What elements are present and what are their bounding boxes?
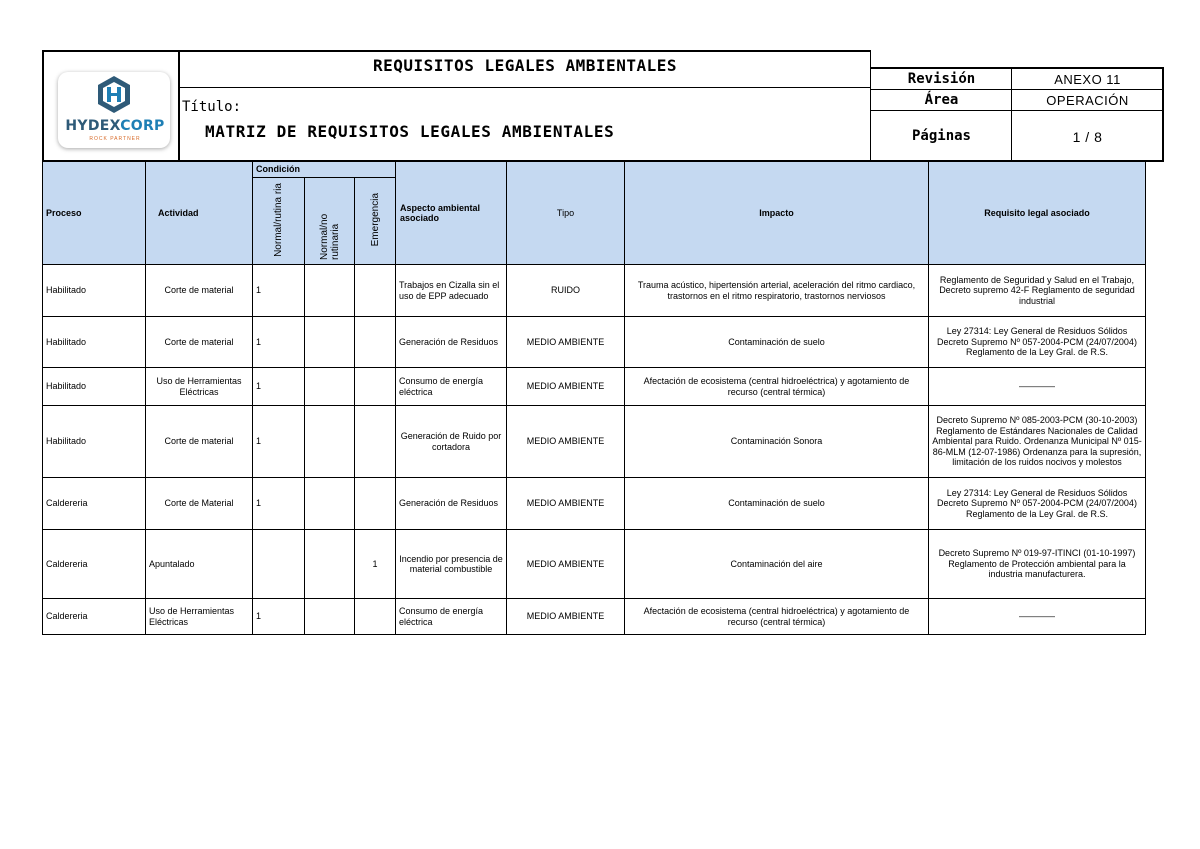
table-row (43, 265, 1146, 317)
cell-requisito: Decreto Supremo Nº 019-97-ITINCI (01-10-1997) Reglamento de Protección ambiental para la industria manufacturera. (929, 530, 1146, 599)
table-row (43, 530, 1146, 599)
titulo-label: Título: (182, 99, 242, 115)
cell-impacto: Afectación de ecosistema (central hidroeléctrica) y agotamiento de recurso (central térmica) (625, 368, 929, 406)
table-row (43, 317, 1146, 368)
logo-text-dark: HYDEX (65, 118, 121, 134)
cell-no-rutinaria (305, 599, 355, 635)
col-normal-rutinaria-label: Normal/rutina ria (273, 182, 284, 257)
table-row (43, 368, 1146, 406)
cell-no-rutinaria (305, 317, 355, 368)
cell-aspecto: Generación de Ruido por cortadora (396, 406, 507, 478)
table-body (43, 265, 1146, 635)
table-row (43, 478, 1146, 530)
cell-no-rutinaria (305, 530, 355, 599)
cell-aspecto: Consumo de energía eléctrica (396, 368, 507, 406)
cell-proceso: Habilitado (43, 317, 146, 368)
header-border (1162, 67, 1164, 162)
logo-wordmark (62, 118, 168, 134)
header-border (870, 89, 1164, 90)
cell-proceso: Caldereria (43, 599, 146, 635)
cell-actividad: Apuntalado (146, 530, 253, 599)
cell-normal (253, 530, 305, 599)
col-normal-no-rutinaria-label: Normal/no rutinaria (318, 213, 341, 260)
cell-tipo: MEDIO AMBIENTE (507, 599, 625, 635)
col-condicion: Condición (253, 162, 396, 178)
cell-requisito: Decreto Supremo Nº 085-2003-PCM (30-10-2003) Reglamento de Estándares Nacionales de Calidad Ambiental para Ruido. Ordenanza Municipal Nº 015-86-MLM (12-07-1986) Ordenanza para la supresión, limitación de los ruidos nocivos y molestos (929, 406, 1146, 478)
cell-aspecto: Consumo de energía eléctrica (396, 599, 507, 635)
cell-no-rutinaria (305, 368, 355, 406)
table-row (43, 406, 1146, 478)
cell-actividad: Uso de Herramientas Eléctricas (146, 368, 253, 406)
cell-emergencia (355, 599, 396, 635)
cell-normal: 1 (253, 599, 305, 635)
cell-aspecto: Generación de Residuos (396, 317, 507, 368)
cell-no-rutinaria (305, 265, 355, 317)
cell-normal: 1 (253, 478, 305, 530)
cell-impacto: Trauma acústico, hipertensión arterial, aceleración del ritmo cardiaco, trastornos en el ritmo respiratorio, trastornos nerviosos (625, 265, 929, 317)
cell-aspecto: Trabajos en Cizalla sin el uso de EPP adecuado (396, 265, 507, 317)
cell-no-rutinaria (305, 406, 355, 478)
report-title: REQUISITOS LEGALES AMBIENTALES (373, 56, 677, 75)
col-emergencia-label: Emergencia (369, 192, 381, 247)
header-border (1144, 160, 1164, 162)
cell-emergencia: 1 (355, 530, 396, 599)
revision-label: Revisión (907, 71, 976, 87)
cell-impacto: Afectación de ecosistema (central hidroeléctrica) y agotamiento de recurso (central térmica) (625, 599, 929, 635)
cell-aspecto: Incendio por presencia de material combustible (396, 530, 507, 599)
col-proceso: Proceso (43, 162, 146, 265)
cell-emergencia (355, 406, 396, 478)
header-border (42, 50, 871, 52)
cell-normal: 1 (253, 368, 305, 406)
cell-aspecto: Generación de Residuos (396, 478, 507, 530)
cell-emergencia (355, 478, 396, 530)
cell-actividad: Corte de material (146, 406, 253, 478)
cell-proceso: Habilitado (43, 368, 146, 406)
cell-proceso: Habilitado (43, 406, 146, 478)
cell-proceso: Caldereria (43, 530, 146, 599)
col-tipo: Tipo (507, 162, 625, 265)
cell-actividad: Uso de Herramientas Eléctricas (146, 599, 253, 635)
cell-tipo: MEDIO AMBIENTE (507, 530, 625, 599)
cell-tipo: MEDIO AMBIENTE (507, 406, 625, 478)
cell-emergencia (355, 317, 396, 368)
area-value: OPERACIÓN (1046, 93, 1129, 108)
legal-requirements-table (42, 161, 1146, 635)
logo-text-blue: CORP (120, 118, 165, 134)
cell-emergencia (355, 265, 396, 317)
col-aspecto: Aspecto ambiental asociado (396, 162, 507, 265)
cell-actividad: Corte de Material (146, 478, 253, 530)
cell-tipo: MEDIO AMBIENTE (507, 317, 625, 368)
col-actividad: Actividad (146, 162, 253, 265)
cell-requisito: ———— (929, 368, 1146, 406)
cell-requisito: Ley 27314: Ley General de Residuos Sólidos Decreto Supremo Nº 057-2004-PCM (24/07/2004) Reglamento de la Ley Gral. de R.S. (929, 317, 1146, 368)
cell-normal: 1 (253, 406, 305, 478)
col-requisito: Requisito legal asociado (929, 162, 1146, 265)
cell-proceso: Caldereria (43, 478, 146, 530)
header-border (870, 67, 1164, 69)
cell-actividad: Corte de material (146, 317, 253, 368)
header-border (178, 87, 871, 88)
cell-requisito: ———— (929, 599, 1146, 635)
cell-tipo: RUIDO (507, 265, 625, 317)
cell-no-rutinaria (305, 478, 355, 530)
col-impacto: Impacto (625, 162, 929, 265)
cell-tipo: MEDIO AMBIENTE (507, 478, 625, 530)
col-normal-no-rutinaria (305, 177, 355, 265)
header-border (1011, 67, 1012, 161)
pages-label: Páginas (911, 128, 971, 144)
header-border (42, 50, 44, 162)
area-label: Área (924, 92, 959, 108)
cell-actividad: Corte de material (146, 265, 253, 317)
cell-normal: 1 (253, 317, 305, 368)
cell-impacto: Contaminación de suelo (625, 478, 929, 530)
cell-emergencia (355, 368, 396, 406)
cell-impacto: Contaminación de suelo (625, 317, 929, 368)
col-normal-rutinaria (253, 177, 305, 265)
cell-impacto: Contaminación del aire (625, 530, 929, 599)
logo-tagline: ROCK PARTNER (89, 136, 141, 142)
hydexcorp-logo-icon (58, 72, 170, 122)
cell-requisito: Ley 27314: Ley General de Residuos Sólidos Decreto Supremo Nº 057-2004-PCM (24/07/2004) Reglamento de la Ley Gral. de R.S. (929, 478, 1146, 530)
col-emergencia (355, 177, 396, 265)
table-header (43, 162, 1146, 265)
cell-proceso: Habilitado (43, 265, 146, 317)
header-border (870, 110, 1164, 111)
cell-impacto: Contaminación Sonora (625, 406, 929, 478)
table-row (43, 599, 1146, 635)
revision-value: ANEXO 11 (1054, 72, 1121, 87)
cell-requisito: Reglamento de Seguridad y Salud en el Trabajo, Decreto supremo 42-F Reglamento de seguridad industrial (929, 265, 1146, 317)
cell-normal: 1 (253, 265, 305, 317)
cell-tipo: MEDIO AMBIENTE (507, 368, 625, 406)
pages-value: 1 / 8 (1072, 129, 1103, 145)
document-title: MATRIZ DE REQUISITOS LEGALES AMBIENTALES (205, 122, 615, 141)
